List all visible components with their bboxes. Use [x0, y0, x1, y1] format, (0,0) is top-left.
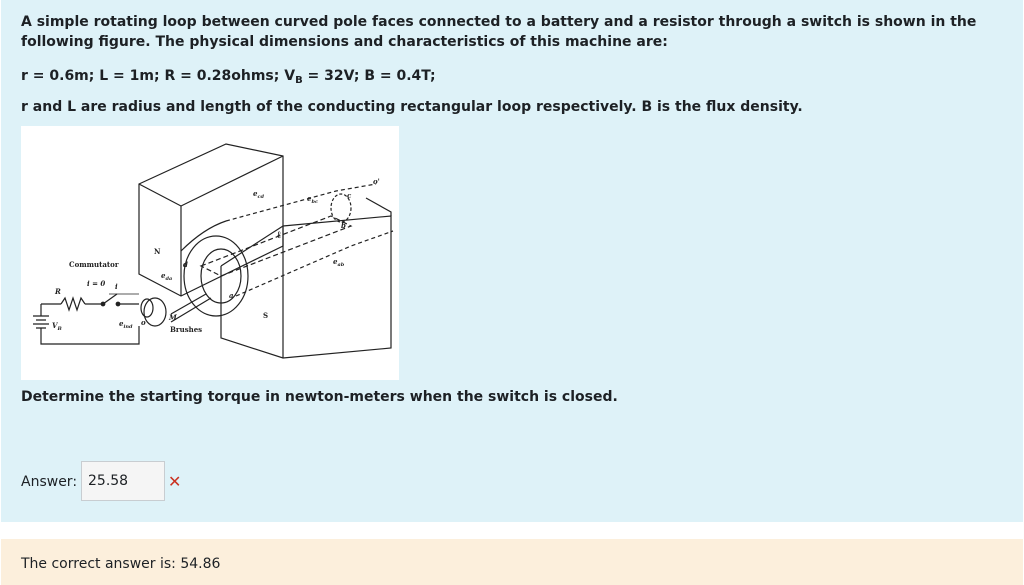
- label-R: R: [55, 287, 61, 296]
- label-ecd: $e_{cd}$: [253, 189, 265, 200]
- label-N: N: [154, 247, 161, 256]
- label-c: c: [347, 191, 352, 200]
- answer-input[interactable]: [81, 461, 165, 501]
- wrong-cross-icon: ✕: [168, 472, 182, 491]
- label-b: b: [341, 221, 346, 230]
- label-M: M: [169, 313, 177, 322]
- question-prompt: Determine the starting torque in newton-meters when the switch is closed.: [21, 389, 618, 405]
- machine-figure: [21, 126, 399, 380]
- question-intro: A simple rotating loop between curved pole faces connected to a battery and a resistor through a switch is shown in the following figure. The physical dimensions and characteristics of this machine are:: [21, 14, 977, 50]
- label-o-prime: o': [373, 177, 380, 186]
- label-vb: $V_B$: [52, 321, 62, 332]
- label-o: o: [141, 318, 146, 327]
- label-S: S: [263, 311, 269, 320]
- label-brushes: Brushes: [170, 325, 203, 334]
- label-eab: $e_{ab}$: [333, 257, 345, 268]
- label-eind: $e_{ind}$: [119, 319, 133, 330]
- label-i: i: [115, 282, 118, 291]
- label-d: d: [183, 260, 188, 269]
- correct-answer-feedback: The correct answer is: 54.86: [21, 556, 221, 572]
- machine-diagram: [21, 126, 399, 380]
- question-parameters: r = 0.6m; L = 1m; R = 0.28ohms; $V_B = 32V$; B = 0.4T;: [21, 68, 436, 86]
- label-center: ℓ: [277, 230, 281, 241]
- label-eda: $e_{da}$: [161, 271, 173, 282]
- answer-label: Answer:: [21, 474, 78, 490]
- label-commutator: Commutator: [69, 260, 119, 269]
- question-definition: r and L are radius and length of the conducting rectangular loop respectively. B is the flux density.: [21, 99, 803, 115]
- label-i0: i = 0: [87, 279, 106, 288]
- label-ebc: $e_{bc}$: [307, 194, 319, 205]
- label-a: a: [229, 291, 234, 300]
